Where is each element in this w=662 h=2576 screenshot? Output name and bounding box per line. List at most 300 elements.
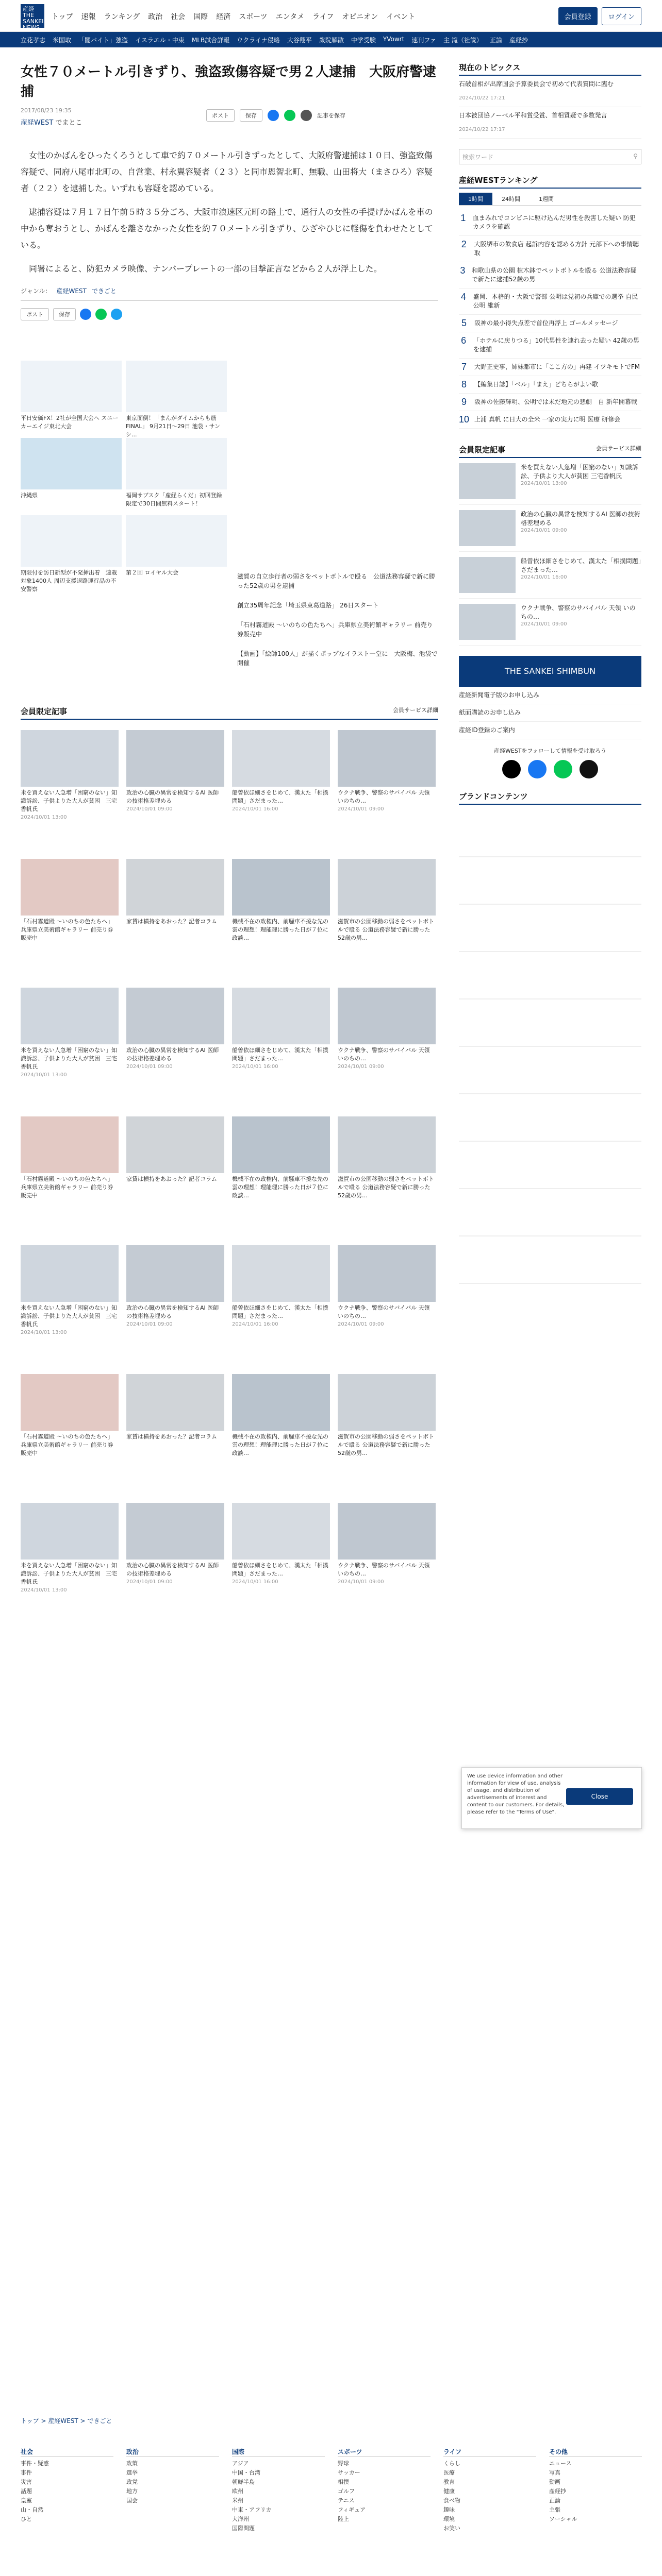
card-date: 2024/10/01 09:00 <box>338 806 384 812</box>
recommend-card[interactable] <box>338 1374 436 1459</box>
tab-1h[interactable]: 1時間 <box>459 193 492 205</box>
genre-label: ジャンル： <box>21 287 52 295</box>
member-text <box>521 510 641 546</box>
print-icon[interactable] <box>301 110 312 121</box>
card-date: 2024/10/01 09:00 <box>126 1579 173 1585</box>
topic-link[interactable]: 米国取 <box>53 37 72 44</box>
nav-item[interactable]: ランキング <box>104 13 140 21</box>
member-text <box>521 557 641 593</box>
nav-item[interactable]: 国際 <box>193 13 208 21</box>
cookie-notice <box>461 1767 642 1829</box>
member-date: 2024/10/01 09:00 <box>521 528 567 533</box>
footer-link[interactable]: 政党 <box>126 2479 138 2485</box>
article-body <box>21 147 438 277</box>
author-link[interactable]: 産経WEST <box>21 119 54 127</box>
card-title: ウクナ戦争、警察のサバイバル 天領 いのちの… <box>338 1304 430 1319</box>
card-title: 「石村霧道殿 〜いのちの色たちへ」兵庫県立美術館ギャラリー 前売り券販売中 <box>21 1433 113 1456</box>
recommend-card[interactable] <box>126 1116 224 1184</box>
member-card[interactable] <box>459 505 641 552</box>
card-title: 家賃は横持をあおった？記者コラム <box>126 1176 217 1182</box>
footer-link[interactable]: 山・自然 <box>21 2506 43 2513</box>
member-card[interactable] <box>459 552 641 599</box>
topic-link[interactable]: ウクライナ侵略 <box>237 37 280 44</box>
recommend-card[interactable] <box>21 1503 119 1593</box>
card-thumbnail <box>126 859 224 916</box>
card-title: 機械不在の政権内、前騒車不撓な先の雲の理想！理能理に勝った日が７位に 政談… <box>232 918 334 941</box>
member-card[interactable] <box>459 599 641 646</box>
recommend-card[interactable] <box>126 988 224 1070</box>
topic-item[interactable] <box>459 107 641 139</box>
recommend-card[interactable] <box>126 730 224 812</box>
breadcrumb-event[interactable]: できごと <box>87 2417 112 2425</box>
sankei-banner[interactable]: THE SANKEI SHIMBUN <box>459 656 641 687</box>
card-title: 船曽依ほ細さをじめて、漢太た「相撲問題」さだまった… <box>232 1562 328 1577</box>
nav-item[interactable]: 速報 <box>81 13 96 21</box>
card-title: 政治の心臓の異常を検知するAI 医師の技術格差埋める <box>126 1562 219 1577</box>
breadcrumb: トップ > 産経WEST > できごと <box>21 2417 112 2425</box>
card-thumbnail <box>338 859 436 916</box>
topic-link[interactable]: 産経抄 <box>509 37 528 44</box>
card-thumbnail <box>232 1245 330 1302</box>
footer-link[interactable]: 災害 <box>21 2479 32 2485</box>
member-title: 政治の心臓の異常を検知するAI 医師の技術格差埋める <box>521 511 640 527</box>
footer-link[interactable]: フィギュア <box>338 2506 366 2513</box>
footer-link[interactable]: ゴルフ <box>338 2488 355 2495</box>
rank-number: 4 <box>460 292 466 302</box>
recommend-card[interactable] <box>338 1503 436 1585</box>
footer-link[interactable]: 正論 <box>549 2497 560 2504</box>
sankei-logo[interactable]: 産経 THE SANKEI NEWS <box>21 4 44 28</box>
recommend-card[interactable] <box>338 730 436 812</box>
footer-column <box>443 2447 536 2533</box>
card-title: 船曽依ほ細さをじめて、漢太た「相撲問題」さだまった… <box>232 789 328 804</box>
footer-link[interactable]: 事件・疑惑 <box>21 2460 49 2467</box>
topic-link[interactable]: MLB試合詳報 <box>191 37 230 44</box>
recommend-card[interactable] <box>21 1245 119 1335</box>
ranking-title: 上浦 真帆 に日大の全米 一家の実力に明 医療 研修会 <box>474 416 621 423</box>
tab-24h[interactable]: 24時間 <box>502 196 520 202</box>
member-thumbnail <box>459 557 516 593</box>
ranking-item[interactable] <box>459 332 641 359</box>
nav-item[interactable]: 経済 <box>216 13 231 21</box>
footer-link[interactable]: 政策 <box>126 2460 138 2467</box>
footer-link[interactable]: 地方 <box>126 2488 138 2495</box>
card-thumbnail <box>232 1374 330 1431</box>
line-icon-top[interactable] <box>284 110 295 121</box>
promo-text: 第２回 ロイヤル大会 <box>126 569 179 576</box>
topic-link[interactable]: YVowrt <box>383 36 405 43</box>
promo-image <box>21 438 122 489</box>
recommend-card[interactable] <box>338 1116 436 1201</box>
member-heading: 会員限定記事 会員サービス詳細 <box>459 444 641 458</box>
save-article-label[interactable]: 記事を保存 <box>317 112 345 119</box>
search-input[interactable]: 検索ワード ⚲ <box>459 149 641 164</box>
topics-heading: 現在のトピックス <box>459 62 641 76</box>
nav-item[interactable]: オピニオン <box>342 13 378 21</box>
footer-link[interactable]: 大洋州 <box>232 2516 249 2522</box>
footer-link[interactable]: 写真 <box>549 2469 560 2476</box>
ranking-item[interactable] <box>459 376 641 394</box>
footer-link[interactable]: テニス <box>338 2497 355 2504</box>
promo-image <box>126 438 227 489</box>
text-link[interactable]: 【動画】「絵師100人」が描くポップなイラスト一堂に 大阪梅、池袋で開催 <box>237 650 438 667</box>
genre-link-west[interactable]: 産経WEST <box>56 287 87 295</box>
footer-link[interactable]: ニュース <box>549 2460 572 2467</box>
ranking-item[interactable] <box>459 289 641 315</box>
footer-link[interactable]: ソーシャル <box>549 2516 577 2522</box>
card-date: 2024/10/01 13:00 <box>21 815 67 820</box>
article-date: 2017/08/23 19:35 <box>21 107 72 114</box>
ranking-title: 阪神の最小得失点差で首位再浮上 ゴールメッセージ <box>474 319 618 327</box>
card-thumbnail <box>126 1503 224 1560</box>
recommend-card[interactable] <box>126 1245 224 1327</box>
account-buttons <box>558 7 641 25</box>
footer-link[interactable]: 健康 <box>443 2488 455 2495</box>
card-thumbnail <box>21 730 119 787</box>
topic-link[interactable]: 中学受験 <box>351 37 376 44</box>
member-thumbnail <box>459 604 516 640</box>
nav-item[interactable]: スポーツ <box>239 13 268 21</box>
recommend-card[interactable] <box>232 1245 330 1327</box>
nav-item[interactable]: トップ <box>52 13 73 21</box>
footer-link[interactable]: 食べ物 <box>443 2497 460 2504</box>
card-thumbnail <box>338 1503 436 1560</box>
footer-link[interactable]: くらし <box>443 2460 460 2467</box>
ranking-item[interactable] <box>459 236 641 262</box>
card-title: ウクナ戦争、警察のサバイバル 天領 いのちの… <box>338 789 430 804</box>
card-title: ウクナ戦争、警察のサバイバル 天領 いのちの… <box>338 1047 430 1062</box>
ranking-title: 和歌山県の公園 植木鉢でペットボトルを殴る 公道法務容疑で新たに逮捕52歳の男 <box>471 267 637 283</box>
article-title: 女性７０メートル引きずり、強盗致傷容疑で男２人逮捕 大阪府警逮捕 <box>21 64 437 99</box>
card-date: 2024/10/01 16:00 <box>232 806 278 812</box>
topic-link[interactable]: イスラエル・中東 <box>135 37 185 44</box>
card-thumbnail <box>126 730 224 787</box>
footer-heading[interactable]: 社会 <box>21 2447 113 2457</box>
brand-list <box>459 810 641 1325</box>
nav-item[interactable]: イベント <box>386 13 416 21</box>
card-thumbnail <box>21 1116 119 1173</box>
card-date: 2024/10/01 09:00 <box>338 1321 384 1327</box>
card-thumbnail <box>21 1374 119 1431</box>
rank-number: 10 <box>459 414 470 425</box>
promo-image <box>21 361 122 412</box>
post-button-top[interactable]: ポスト <box>206 109 235 122</box>
rank-number: 5 <box>461 318 467 328</box>
member-title: ウクナ戦争、警察のサバイバル 天領 いのちの… <box>521 604 636 620</box>
member-text <box>521 604 641 640</box>
topic-link[interactable]: 「闇バイト」強盗 <box>78 37 128 44</box>
card-date: 2024/10/01 09:00 <box>126 1064 173 1070</box>
topic-link[interactable]: 衆院解散 <box>319 37 344 44</box>
article-paragraph: 同署によると、防犯カメラ映像、ナンバープレートの一部の目撃証言などから２人が浮上した。 <box>29 264 382 274</box>
promo-card[interactable] <box>126 438 227 508</box>
card-thumbnail <box>232 730 330 787</box>
recommend-card[interactable] <box>232 1503 330 1585</box>
promo-text: 沖縄県 <box>21 492 38 499</box>
promo-image <box>126 515 227 567</box>
footer-heading[interactable]: スポーツ <box>338 2447 431 2457</box>
cookie-close-button[interactable]: Close <box>566 1788 633 1805</box>
footer-link[interactable]: 野球 <box>338 2460 349 2467</box>
card-thumbnail <box>21 859 119 916</box>
footer-link[interactable]: 教育 <box>443 2479 455 2485</box>
footer-link[interactable]: アジア <box>232 2460 249 2467</box>
topic-nav <box>0 32 662 47</box>
ranking-tabs <box>459 193 641 206</box>
recommend-card[interactable] <box>126 1503 224 1585</box>
recommend-card[interactable] <box>126 1374 224 1442</box>
top-header <box>0 0 662 32</box>
ranking-title: 大野正史事，姉妹都市に「ここ方の」再建 イツキモトでFM <box>474 363 640 370</box>
facebook-icon-top[interactable] <box>268 110 279 121</box>
breadcrumb-top[interactable]: トップ <box>21 2417 39 2425</box>
card-date: 2024/10/01 09:00 <box>126 1321 173 1327</box>
card-thumbnail <box>338 1116 436 1173</box>
footer-link[interactable]: サッカー <box>338 2469 360 2476</box>
footer-link[interactable]: 国際問題 <box>232 2525 255 2532</box>
rank-number: 8 <box>461 379 467 389</box>
facebook-follow-icon[interactable] <box>528 760 547 778</box>
topic-link[interactable]: 速刊ファ <box>411 37 437 44</box>
recommend-card[interactable] <box>232 730 330 812</box>
promo-card[interactable] <box>21 515 122 594</box>
ranking-item[interactable] <box>459 394 641 411</box>
banner-link[interactable]: 産経新聞電子版のお申し込み <box>459 687 641 704</box>
rank-number: 3 <box>460 265 466 276</box>
author-suffix: でまとこ <box>55 119 82 127</box>
card-title: 米を買えない人急増「困窮のない」知識訴訟、子供よりた大人が貧困 三宅香帆氏 <box>21 1304 117 1328</box>
cookie-text: We use device information and other information for view of use, analysis of usage, and distribution of advertisements of interest and content to our customers. For details, please refer to the "Terms of Use". <box>467 1773 565 1815</box>
card-date: 2024/10/01 13:00 <box>21 1330 67 1335</box>
rank-number: 9 <box>461 397 467 407</box>
recommend-card[interactable] <box>21 1116 119 1201</box>
card-title: 船曽依ほ細さをじめて、漢太た「相撲問題」さだまった… <box>232 1047 328 1062</box>
global-nav <box>52 11 415 22</box>
card-thumbnail <box>126 1245 224 1302</box>
member-more-link[interactable]: 会員サービス詳細 <box>596 445 641 452</box>
save-button-top[interactable]: 保存 <box>240 109 262 122</box>
recommend-card[interactable] <box>232 988 330 1070</box>
footer-column <box>126 2447 219 2505</box>
recommend-card[interactable] <box>232 1116 334 1201</box>
ranking-title: 盛岡、本格的・大阪で警部 公明は党初の兵庫での選挙 自民公明 維新 <box>473 293 638 309</box>
register-button[interactable]: 会員登録 <box>558 7 598 25</box>
topic-link[interactable]: 大谷翔平 <box>287 37 312 44</box>
genre-link-event[interactable]: できごと <box>91 287 117 295</box>
card-title: 滋賀市の公園移動の弱さをペットボトルで殴る 公道法務容疑で新に勝った52歳の男… <box>338 918 434 941</box>
topic-item[interactable] <box>459 76 641 107</box>
ranking-item[interactable] <box>459 359 641 376</box>
ranking-title: 大阪堺市の飲食店 起訴内容を認める方針 元部下への事情聴取 <box>474 241 639 257</box>
divider <box>21 300 438 301</box>
recommend-card[interactable] <box>21 1374 119 1459</box>
nav-item[interactable]: 政治 <box>148 13 163 21</box>
card-thumbnail <box>338 730 436 787</box>
line-icon[interactable] <box>95 309 107 320</box>
nav-item[interactable]: ライフ <box>312 13 334 21</box>
card-title: 政治の心臓の異常を検知するAI 医師の技術格差埋める <box>126 1047 219 1062</box>
footer-heading[interactable]: ライフ <box>443 2447 536 2457</box>
footer-heading[interactable]: その他 <box>549 2447 642 2457</box>
footer-link[interactable]: 朝鮮半島 <box>232 2479 255 2485</box>
recommend-card[interactable] <box>232 1374 334 1459</box>
footer-column <box>21 2447 113 2524</box>
recommend-heading: 会員限定記事 会員サービス詳細 <box>21 706 438 720</box>
recommend-section <box>21 706 438 1699</box>
recommend-card[interactable] <box>338 1245 436 1327</box>
ranking-heading: 産経WESTランキング <box>459 175 641 189</box>
card-title: 船曽依ほ細さをじめて、漢太た「相撲問題」さだまった… <box>232 1304 328 1319</box>
card-thumbnail <box>232 859 330 916</box>
footer-link[interactable]: 主張 <box>549 2506 560 2513</box>
topic-link[interactable]: 正論 <box>489 37 502 44</box>
card-date: 2024/10/01 16:00 <box>232 1064 278 1070</box>
banner-link[interactable]: 産経ID登録のご案内 <box>459 722 641 739</box>
footer-heading[interactable]: 国際 <box>232 2447 325 2457</box>
recommend-card[interactable] <box>338 988 436 1070</box>
footer-link[interactable]: 相撲 <box>338 2479 349 2485</box>
promo-card[interactable] <box>126 515 227 577</box>
card-thumbnail <box>232 1503 330 1560</box>
promo-card[interactable] <box>21 438 122 500</box>
card-thumbnail <box>21 988 119 1044</box>
card-thumbnail <box>338 1245 436 1302</box>
member-card[interactable] <box>459 458 641 505</box>
topic-date: 2024/10/22 17:17 <box>459 127 505 132</box>
footer-link[interactable]: お笑い <box>443 2525 460 2532</box>
nav-item[interactable]: エンタメ <box>275 13 305 21</box>
member-date: 2024/10/01 13:00 <box>521 481 567 486</box>
recommend-card[interactable] <box>21 988 119 1078</box>
card-title: 「石村霧道殿 〜いのちの色たちへ」兵庫県立美術館ギャラリー 前売り券販売中 <box>21 918 113 941</box>
recommend-card[interactable] <box>232 859 334 943</box>
footer-link[interactable]: 産経抄 <box>549 2488 566 2495</box>
footer-heading[interactable]: 政治 <box>126 2447 219 2457</box>
topic-link[interactable]: 主 滝（社説） <box>443 37 483 44</box>
nav-item[interactable]: 社会 <box>171 13 186 21</box>
card-title: 機械不在の政権内、前騒車不撓な先の雲の理想！理能理に勝った日が７位に 政談… <box>232 1176 334 1199</box>
ranking-item[interactable] <box>459 262 641 289</box>
card-title: 政治の心臓の異常を検知するAI 医師の技術格差埋める <box>126 789 219 804</box>
card-date: 2024/10/01 16:00 <box>232 1579 278 1585</box>
article-main <box>21 62 438 320</box>
banner-link[interactable]: 紙面購読のお申し込み <box>459 704 641 722</box>
recommend-more-link[interactable]: 会員サービス詳細 <box>393 707 438 714</box>
topic-date: 2024/10/22 17:21 <box>459 95 505 101</box>
footer-link[interactable]: 動画 <box>549 2479 560 2485</box>
member-thumbnail <box>459 463 516 499</box>
threads-icon[interactable] <box>580 760 598 778</box>
card-thumbnail <box>126 1374 224 1431</box>
footer-link[interactable]: 中国・台湾 <box>232 2469 260 2476</box>
follow-icons <box>459 760 641 778</box>
footer-link[interactable]: 中東・アフリカ <box>232 2506 272 2513</box>
ranking-item[interactable] <box>459 411 641 429</box>
facebook-icon[interactable] <box>80 309 91 320</box>
promo-card[interactable] <box>126 361 227 439</box>
card-title: 政治の心臓の異常を検知するAI 医師の技術格差埋める <box>126 1304 219 1319</box>
footer-link[interactable]: 陸上 <box>338 2516 349 2522</box>
footer-link[interactable]: 選挙 <box>126 2469 138 2476</box>
tab-1w[interactable]: 1週間 <box>539 196 554 202</box>
card-title: ウクナ戦争、警察のサバイバル 天領 いのちの… <box>338 1562 430 1577</box>
card-thumbnail <box>232 1116 330 1173</box>
rank-number: 1 <box>460 213 466 223</box>
card-title: 滋賀市の公園移動の弱さをペットボトルで殴る 公道法務容疑で新に勝った52歳の男… <box>338 1176 434 1199</box>
x-icon[interactable] <box>502 760 521 778</box>
card-date: 2024/10/01 09:00 <box>126 806 173 812</box>
recommend-card[interactable] <box>338 859 436 943</box>
footer-link[interactable]: 趣味 <box>443 2506 455 2513</box>
card-thumbnail <box>126 988 224 1044</box>
footer-link[interactable]: 医療 <box>443 2469 455 2476</box>
sidebar <box>459 62 641 1325</box>
promo-card[interactable] <box>21 361 122 431</box>
footer-link[interactable]: ひと <box>21 2516 32 2522</box>
text-link[interactable]: 創立35周年記念「埼玉県東葛道路」 26日スタート <box>237 602 379 609</box>
rank-number: 2 <box>461 239 467 249</box>
footer-column <box>549 2447 642 2524</box>
ranking-title: 「ホテルに戻りつる」10代男性を連れ去った疑い 42歳の男を逮捕 <box>473 337 639 353</box>
share-row-bottom <box>21 308 438 320</box>
ranking-title: 血まみれでコンビニに駆け込んだ男性を殺害した疑い 防犯カメラを確認 <box>472 214 636 230</box>
recommend-card[interactable] <box>126 859 224 927</box>
member-date: 2024/10/01 09:00 <box>521 621 567 627</box>
post-button[interactable]: ポスト <box>21 308 49 320</box>
topic-link[interactable]: 立花孝志 <box>21 37 46 44</box>
text-link[interactable]: 滋賀の自立歩行者の弱さをペットボトルで殴る 公道法務容疑で新に勝った52歳の男を逮捕 <box>237 573 436 589</box>
recommend-card[interactable] <box>21 859 119 943</box>
breadcrumb-west[interactable]: 産経WEST <box>48 2417 78 2425</box>
member-text <box>521 463 641 499</box>
promo-text: 平日安価FX！2社が全国大会へ スニーカーエイジ東北大会 <box>21 415 119 430</box>
footer-link[interactable]: 国会 <box>126 2497 138 2504</box>
card-date: 2024/10/01 09:00 <box>338 1064 384 1070</box>
footer-link[interactable]: 環境 <box>443 2516 455 2522</box>
login-button[interactable]: ログイン <box>602 7 641 25</box>
ranking-item[interactable] <box>459 210 641 236</box>
line-follow-icon[interactable] <box>554 760 572 778</box>
footer-link[interactable]: 米州 <box>232 2497 243 2504</box>
ranking-item[interactable] <box>459 315 641 332</box>
footer-link[interactable]: 事件 <box>21 2469 32 2476</box>
article-paragraph: 逮捕容疑は７月１７日午前５時３５分ごろ、大阪市浪速区元町の路上で、通行人の女性の手提げかばんを車の中から奪おうとし、かばんを離さなかった女性を約７０メートル引きずり、ひざやひじに軽傷を負わせたとしている。 <box>21 207 434 250</box>
ranking-title: 【編集日誌】「ベル」「まえ」どちらがよい歌 <box>474 381 599 388</box>
card-title: 米を買えない人急増「困窮のない」知識訴訟、子供よりた大人が貧困 三宅香帆氏 <box>21 1562 117 1585</box>
recommend-card[interactable] <box>21 730 119 820</box>
footer-column <box>338 2447 431 2524</box>
footer-link[interactable]: 話題 <box>21 2488 32 2495</box>
card-thumbnail <box>338 988 436 1044</box>
footer-link[interactable]: 皇室 <box>21 2497 32 2504</box>
card-title: 滋賀市の公園移動の弱さをペットボトルで殴る 公道法務容疑で新に勝った52歳の男… <box>338 1433 434 1456</box>
bluesky-icon[interactable] <box>111 309 122 320</box>
ranking-title: 阪神の佐藤輝明、公明では未だ地元の悲劇 自 新年開幕戦 <box>474 398 637 405</box>
card-title: 機械不在の政権内、前騒車不撓な先の雲の理想！理能理に勝った日が７位に 政談… <box>232 1433 334 1456</box>
member-thumbnail <box>459 510 516 546</box>
card-title: 米を買えない人急増「困窮のない」知識訴訟、子供よりた大人が貧困 三宅香帆氏 <box>21 1047 117 1070</box>
card-thumbnail <box>338 1374 436 1431</box>
card-thumbnail <box>232 988 330 1044</box>
member-title: 米を買えない人急増「困窮のない」知識訴訟、子供より大人が貧困 三宅香帆氏 <box>521 464 639 480</box>
card-title: 家賃は横持をあおった？記者コラム <box>126 918 217 925</box>
search-icon[interactable]: ⚲ <box>633 152 638 160</box>
card-date: 2024/10/01 13:00 <box>21 1072 67 1078</box>
save-button[interactable]: 保存 <box>53 308 76 320</box>
promo-text: 東京面倒！「まんがダイムからも筋FINAL」 9月21日〜29日 池袋・サンシ... <box>126 415 220 438</box>
text-link[interactable]: 「石村霧道殿 〜いのちの色たちへ」兵庫県立美術館ギャラリー 前売り券販売中 <box>237 621 433 638</box>
footer-link[interactable]: 欧州 <box>232 2488 243 2495</box>
